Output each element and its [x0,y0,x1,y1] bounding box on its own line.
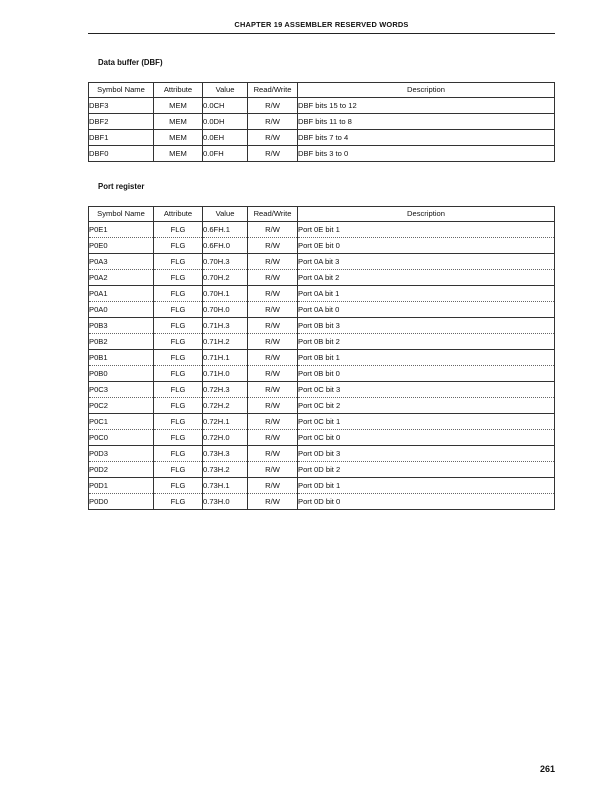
cell-read-write: R/W [248,286,298,302]
cell-read-write: R/W [248,334,298,350]
cell-attribute: FLG [154,462,203,478]
cell-attribute: FLG [154,254,203,270]
cell-symbol: DBF1 [89,130,154,146]
col-header-symbol: Symbol Name [89,83,154,98]
table-row [89,302,555,318]
cell-attribute: MEM [154,146,203,162]
cell-description: Port 0B bit 3 [298,318,555,334]
cell-description: Port 0E bit 1 [298,222,555,238]
cell-attribute: FLG [154,286,203,302]
cell-value: 0.6FH.0 [203,238,248,254]
cell-symbol: P0D1 [89,478,154,494]
cell-symbol: P0A1 [89,286,154,302]
cell-attribute: FLG [154,430,203,446]
cell-value: 0.73H.3 [203,446,248,462]
cell-symbol: P0C0 [89,430,154,446]
col-header-value: Value [203,207,248,222]
cell-value: 0.71H.0 [203,366,248,382]
cell-description: Port 0B bit 0 [298,366,555,382]
cell-read-write: R/W [248,238,298,254]
table-row [89,334,555,350]
table-row [89,270,555,286]
cell-read-write: R/W [248,114,298,130]
cell-value: 0.6FH.1 [203,222,248,238]
cell-symbol: DBF0 [89,146,154,162]
cell-description: Port 0E bit 0 [298,238,555,254]
cell-value: 0.70H.1 [203,286,248,302]
cell-description: Port 0D bit 3 [298,446,555,462]
cell-symbol: P0D2 [89,462,154,478]
page-number: 261 [539,764,555,774]
col-header-value: Value [203,83,248,98]
cell-read-write: R/W [248,398,298,414]
table-row [89,318,555,334]
cell-read-write: R/W [248,318,298,334]
cell-description: Port 0A bit 1 [298,286,555,302]
table-row [89,494,555,510]
cell-read-write: R/W [248,222,298,238]
cell-description: Port 0A bit 0 [298,302,555,318]
cell-symbol: P0C2 [89,398,154,414]
table-row [89,130,555,146]
cell-description: Port 0A bit 2 [298,270,555,286]
cell-value: 0.70H.2 [203,270,248,286]
cell-value: 0.72H.3 [203,382,248,398]
cell-read-write: R/W [248,382,298,398]
cell-value: 0.73H.1 [203,478,248,494]
cell-description: Port 0C bit 0 [298,430,555,446]
cell-read-write: R/W [248,478,298,494]
port-section-title: Port register [98,182,145,191]
cell-symbol: P0D3 [89,446,154,462]
cell-read-write: R/W [248,270,298,286]
cell-attribute: MEM [154,98,203,114]
cell-symbol: P0A2 [89,270,154,286]
cell-read-write: R/W [248,146,298,162]
cell-value: 0.71H.3 [203,318,248,334]
cell-symbol: P0C1 [89,414,154,430]
cell-read-write: R/W [248,414,298,430]
cell-symbol: P0B3 [89,318,154,334]
cell-attribute: FLG [154,494,203,510]
table-row [89,398,555,414]
cell-value: 0.70H.3 [203,254,248,270]
cell-attribute: FLG [154,318,203,334]
cell-read-write: R/W [248,98,298,114]
cell-symbol: P0B1 [89,350,154,366]
table-row [89,146,555,162]
cell-attribute: FLG [154,398,203,414]
cell-description: Port 0C bit 1 [298,414,555,430]
cell-attribute: FLG [154,334,203,350]
cell-description: Port 0D bit 1 [298,478,555,494]
table-row [89,382,555,398]
cell-attribute: FLG [154,222,203,238]
cell-symbol: P0A3 [89,254,154,270]
cell-symbol: DBF2 [89,114,154,130]
col-header-attribute: Attribute [154,207,203,222]
col-header-description: Description [298,83,555,98]
cell-read-write: R/W [248,494,298,510]
cell-attribute: FLG [154,414,203,430]
cell-value: 0.73H.0 [203,494,248,510]
cell-value: 0.73H.2 [203,462,248,478]
table-row [89,414,555,430]
chapter-header: CHAPTER 19 ASSEMBLER RESERVED WORDS [234,20,409,29]
cell-value: 0.0CH [203,98,248,114]
cell-symbol: DBF3 [89,98,154,114]
cell-value: 0.72H.0 [203,430,248,446]
cell-symbol: P0A0 [89,302,154,318]
cell-read-write: R/W [248,430,298,446]
cell-value: 0.71H.1 [203,350,248,366]
cell-description: Port 0C bit 2 [298,398,555,414]
cell-symbol: P0B0 [89,366,154,382]
header-rule [88,33,555,34]
table-row [89,238,555,254]
cell-attribute: FLG [154,270,203,286]
dbf-section-title: Data buffer (DBF) [98,58,163,67]
cell-description: DBF bits 7 to 4 [298,130,555,146]
cell-value: 0.71H.2 [203,334,248,350]
cell-attribute: FLG [154,366,203,382]
cell-description: Port 0D bit 2 [298,462,555,478]
cell-value: 0.0FH [203,146,248,162]
cell-read-write: R/W [248,350,298,366]
col-header-description: Description [298,207,555,222]
cell-attribute: FLG [154,350,203,366]
col-header-attribute: Attribute [154,83,203,98]
col-header-read-write: Read/Write [248,83,298,98]
cell-value: 0.72H.2 [203,398,248,414]
cell-attribute: MEM [154,114,203,130]
cell-read-write: R/W [248,366,298,382]
table-row [89,254,555,270]
cell-attribute: FLG [154,478,203,494]
cell-description: DBF bits 11 to 8 [298,114,555,130]
cell-symbol: P0E0 [89,238,154,254]
cell-value: 0.72H.1 [203,414,248,430]
table-row [89,478,555,494]
cell-read-write: R/W [248,462,298,478]
cell-symbol: P0B2 [89,334,154,350]
cell-value: 0.0DH [203,114,248,130]
cell-description: DBF bits 15 to 12 [298,98,555,114]
cell-description: DBF bits 3 to 0 [298,146,555,162]
cell-description: Port 0B bit 2 [298,334,555,350]
table-row [89,350,555,366]
table-row [89,446,555,462]
table-header-row [89,207,555,222]
port-register-table [88,206,555,510]
cell-attribute: FLG [154,238,203,254]
cell-read-write: R/W [248,302,298,318]
cell-symbol: P0D0 [89,494,154,510]
cell-description: Port 0D bit 0 [298,494,555,510]
col-header-symbol: Symbol Name [89,207,154,222]
cell-description: Port 0C bit 3 [298,382,555,398]
table-row [89,366,555,382]
cell-read-write: R/W [248,130,298,146]
dbf-table [88,82,555,162]
table-row [89,98,555,114]
cell-description: Port 0A bit 3 [298,254,555,270]
cell-attribute: MEM [154,130,203,146]
table-header-row [89,83,555,98]
cell-read-write: R/W [248,254,298,270]
table-row [89,430,555,446]
cell-symbol: P0C3 [89,382,154,398]
cell-attribute: FLG [154,302,203,318]
table-row [89,114,555,130]
table-row [89,286,555,302]
cell-description: Port 0B bit 1 [298,350,555,366]
cell-value: 0.0EH [203,130,248,146]
col-header-read-write: Read/Write [248,207,298,222]
cell-value: 0.70H.0 [203,302,248,318]
table-row [89,462,555,478]
cell-attribute: FLG [154,382,203,398]
cell-read-write: R/W [248,446,298,462]
cell-symbol: P0E1 [89,222,154,238]
table-row [89,222,555,238]
cell-attribute: FLG [154,446,203,462]
